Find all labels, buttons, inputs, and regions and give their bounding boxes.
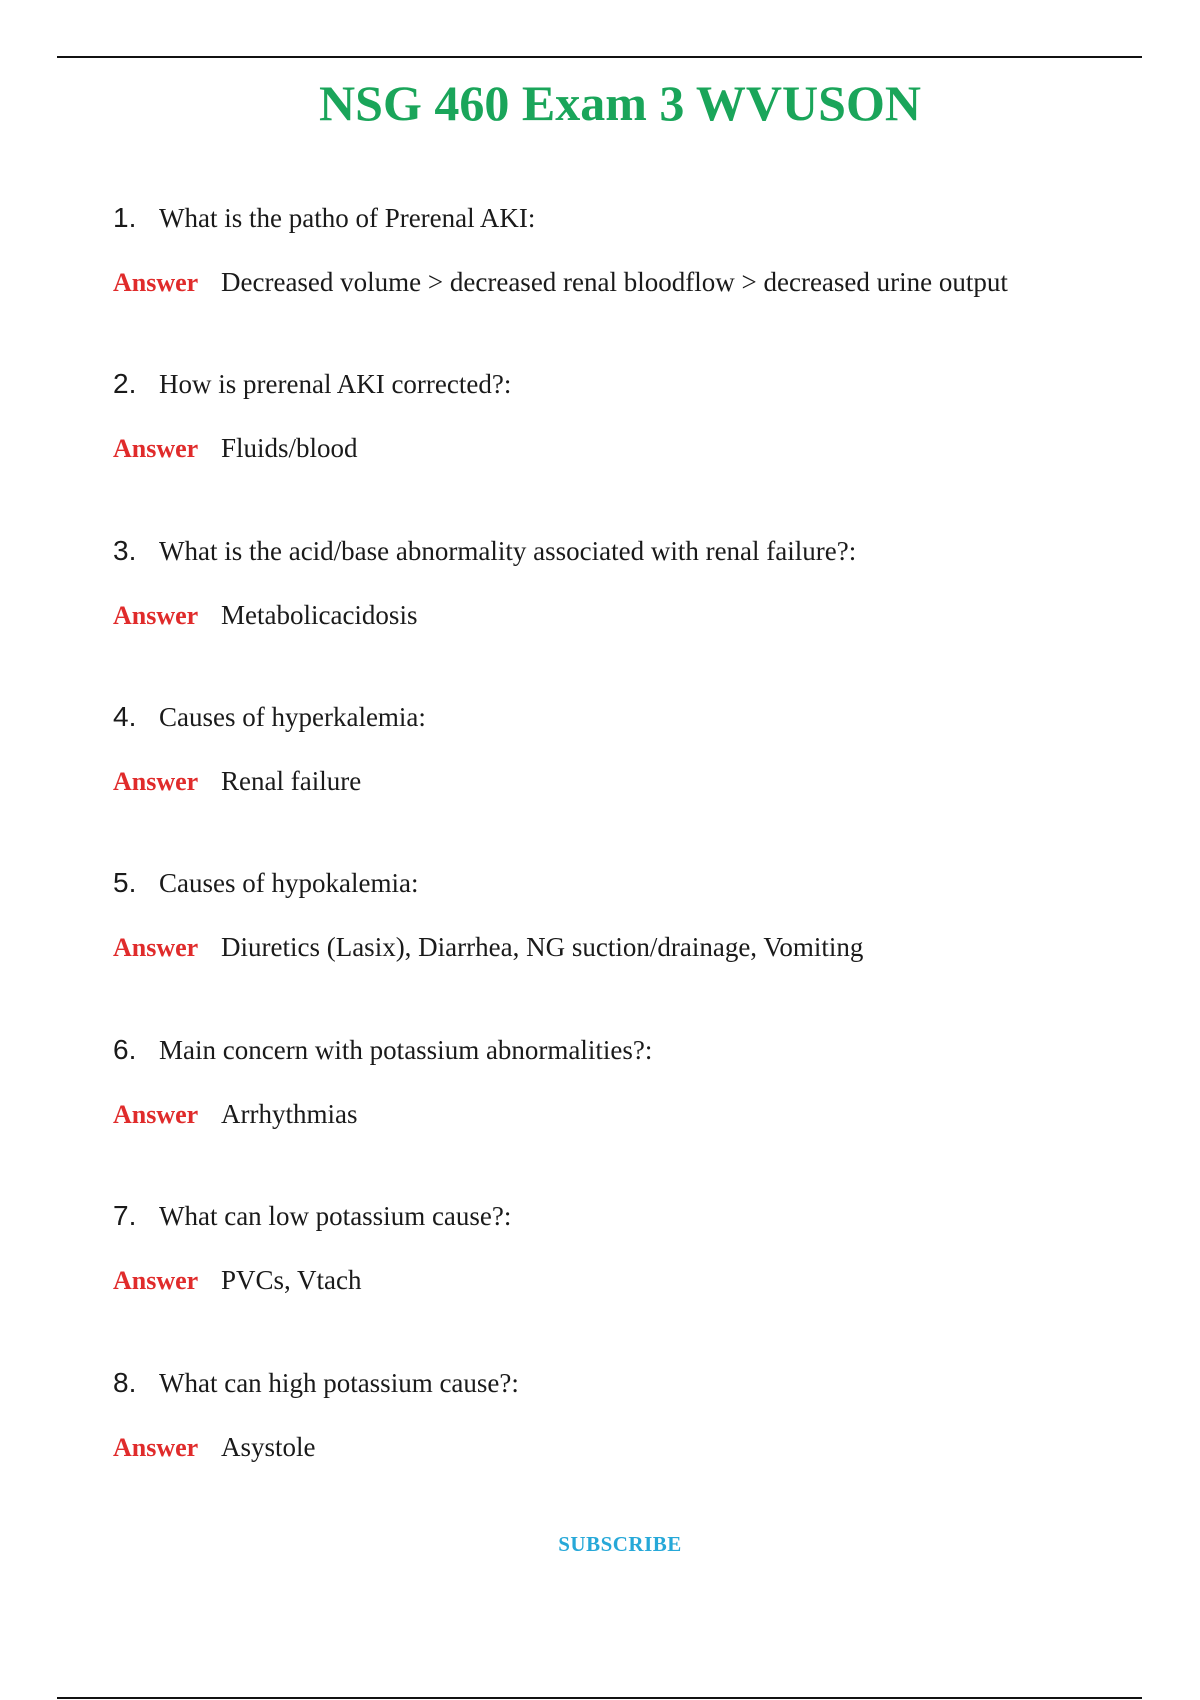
answer-text: Diuretics (Lasix), Diarrhea, NG suction/drainage, Vomiting — [221, 932, 864, 962]
answer-label: Answer — [113, 1100, 199, 1129]
question-number: 6. — [113, 1034, 137, 1065]
qa-item-3 — [113, 531, 1113, 635]
question-number: 5. — [113, 867, 137, 898]
answer-label: Answer — [113, 933, 199, 962]
answer-row — [113, 1427, 1113, 1467]
document-title: NSG 460 Exam 3 WVUSON — [319, 75, 921, 131]
answer-row — [113, 262, 1113, 302]
answer-row — [113, 428, 1113, 468]
qa-item-1 — [113, 198, 1113, 302]
question-row — [113, 1196, 1113, 1236]
answer-label: Answer — [113, 601, 199, 630]
qa-item-4 — [113, 697, 1113, 801]
qa-item-8 — [113, 1363, 1113, 1467]
question-text: Main concern with potassium abnormalities?: — [159, 1035, 653, 1065]
answer-label: Answer — [113, 767, 199, 796]
answer-text: Decreased volume > decreased renal bloodflow > decreased urine output — [221, 267, 1008, 297]
answer-text: Asystole — [221, 1432, 316, 1462]
answer-row — [113, 1094, 1113, 1134]
question-row — [113, 198, 1113, 238]
question-text: What is the acid/base abnormality associated with renal failure?: — [159, 536, 857, 566]
question-number: 4. — [113, 701, 137, 732]
question-number: 8. — [113, 1367, 137, 1398]
subscribe-link[interactable]: SUBSCRIBE — [558, 1532, 682, 1556]
question-text: Causes of hyperkalemia: — [159, 702, 426, 732]
question-row — [113, 1363, 1113, 1403]
answer-text: Metabolicacidosis — [221, 600, 418, 630]
answer-label: Answer — [113, 1433, 199, 1462]
answer-label: Answer — [113, 268, 199, 297]
qa-item-7 — [113, 1196, 1113, 1300]
question-row — [113, 863, 1113, 903]
question-number: 3. — [113, 535, 137, 566]
answer-row — [113, 761, 1113, 801]
question-text: Causes of hypokalemia: — [159, 868, 419, 898]
question-number: 7. — [113, 1200, 137, 1231]
answer-text: Renal failure — [221, 766, 362, 796]
answer-text: Arrhythmias — [221, 1099, 358, 1129]
question-row — [113, 1030, 1113, 1070]
question-number: 1. — [113, 202, 137, 233]
question-row — [113, 531, 1113, 571]
answer-label: Answer — [113, 434, 199, 463]
question-row — [113, 364, 1113, 404]
answer-text: PVCs, Vtach — [221, 1265, 362, 1295]
bottom-divider — [57, 1697, 1142, 1699]
answer-row — [113, 927, 1113, 967]
question-text: What can low potassium cause?: — [159, 1201, 512, 1231]
question-text: What can high potassium cause?: — [159, 1368, 519, 1398]
answer-row — [113, 595, 1113, 635]
top-divider — [57, 56, 1142, 58]
answer-text: Fluids/blood — [221, 433, 358, 463]
question-number: 2. — [113, 368, 137, 399]
answer-label: Answer — [113, 1266, 199, 1295]
question-text: What is the patho of Prerenal AKI: — [159, 203, 536, 233]
question-row — [113, 697, 1113, 737]
question-text: How is prerenal AKI corrected?: — [159, 369, 512, 399]
qa-item-2 — [113, 364, 1113, 468]
qa-item-6 — [113, 1030, 1113, 1134]
qa-item-5 — [113, 863, 1113, 967]
answer-row — [113, 1260, 1113, 1300]
